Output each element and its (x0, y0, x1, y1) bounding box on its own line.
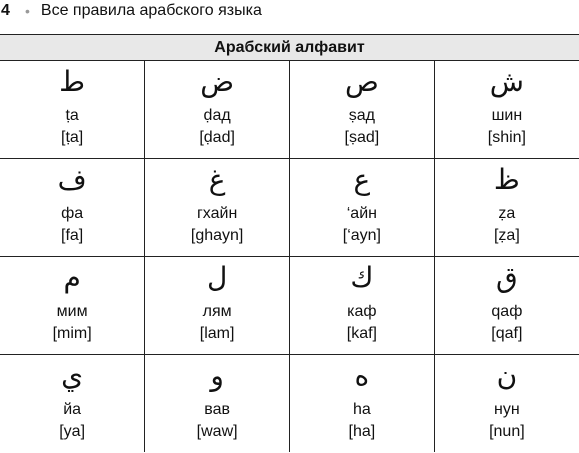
arabic-letter: ص (344, 65, 379, 98)
letter-name: ḍад (203, 107, 231, 124)
running-title: Все правила арабского языка (40, 2, 262, 19)
letter-transliteration: [ḍad] (199, 129, 235, 146)
arabic-letter: م (63, 261, 81, 294)
letter-transliteration: [kaf] (346, 325, 377, 342)
table-row (0, 355, 579, 453)
letter-cell (145, 159, 290, 257)
letter-transliteration: [lam] (199, 325, 235, 342)
letter-cell (290, 355, 435, 453)
page-header (0, 0, 579, 22)
letter-name: ṭa (65, 107, 79, 124)
letter-name: каф (347, 303, 377, 320)
arabic-letter: ي (61, 359, 84, 392)
arabic-letter: ف (57, 163, 87, 196)
letter-cell (145, 355, 290, 453)
table-title: Арабский алфавит (0, 35, 579, 61)
letter-transliteration: [qaf] (491, 325, 523, 342)
letter-transliteration: [ha] (348, 423, 376, 440)
letter-cell (0, 355, 145, 453)
arabic-letter: ه (354, 359, 370, 392)
arabic-letter: ق (496, 261, 518, 294)
table-row (0, 159, 579, 257)
letter-cell (434, 355, 579, 453)
letter-name: ṣад (348, 107, 375, 124)
arabic-letter: ك (350, 261, 374, 294)
arabic-letter: و (210, 359, 224, 392)
letter-transliteration: [‘ayn] (342, 227, 381, 244)
arabic-letter: ض (200, 65, 235, 98)
bullet-icon: • (25, 3, 30, 19)
arabic-letter: ظ (493, 163, 520, 196)
letter-name: лям (202, 303, 232, 320)
letter-name: ẓa (498, 205, 516, 222)
letter-name: qаф (491, 303, 523, 320)
letter-cell (0, 257, 145, 355)
alphabet-body (0, 61, 579, 453)
letter-cell (290, 257, 435, 355)
letter-name: шин (491, 107, 523, 124)
letter-cell (434, 61, 579, 159)
table-row (0, 61, 579, 159)
letter-transliteration: [ẓa] (493, 227, 520, 244)
letter-name: мим (56, 303, 88, 320)
letter-transliteration: [shin] (487, 129, 526, 146)
letter-cell (290, 159, 435, 257)
table-title-row (0, 35, 579, 61)
table-row (0, 257, 579, 355)
letter-transliteration: [ṭa] (61, 129, 84, 146)
letter-transliteration: [ya] (59, 423, 86, 440)
letter-cell (0, 61, 145, 159)
page-number: 4 (1, 2, 10, 19)
arabic-letter: ط (59, 65, 86, 98)
letter-name: фа (61, 205, 84, 222)
letter-name: ‘айн (346, 205, 377, 222)
letter-transliteration: [waw] (196, 423, 238, 440)
letter-name: вав (204, 401, 230, 418)
letter-name: йа (63, 401, 82, 418)
letter-cell (0, 159, 145, 257)
letter-transliteration: [ṣad] (344, 129, 380, 146)
letter-transliteration: [ghayn] (190, 227, 244, 244)
letter-cell (145, 257, 290, 355)
letter-transliteration: [nun] (489, 423, 525, 440)
letter-name: ha (352, 401, 371, 418)
arabic-letter: ع (353, 163, 371, 196)
arabic-letter: ل (206, 261, 228, 294)
letter-cell (434, 159, 579, 257)
letter-name: нун (494, 401, 520, 418)
letter-transliteration: [mim] (52, 325, 92, 342)
arabic-letter: غ (208, 163, 226, 196)
letter-cell (434, 257, 579, 355)
arabic-letter: ش (489, 65, 524, 98)
letter-cell (145, 61, 290, 159)
letter-cell (290, 61, 435, 159)
arabic-letter: ن (496, 359, 518, 392)
alphabet-table (0, 34, 579, 452)
letter-name: гхайн (196, 205, 238, 222)
letter-transliteration: [fa] (61, 227, 84, 244)
